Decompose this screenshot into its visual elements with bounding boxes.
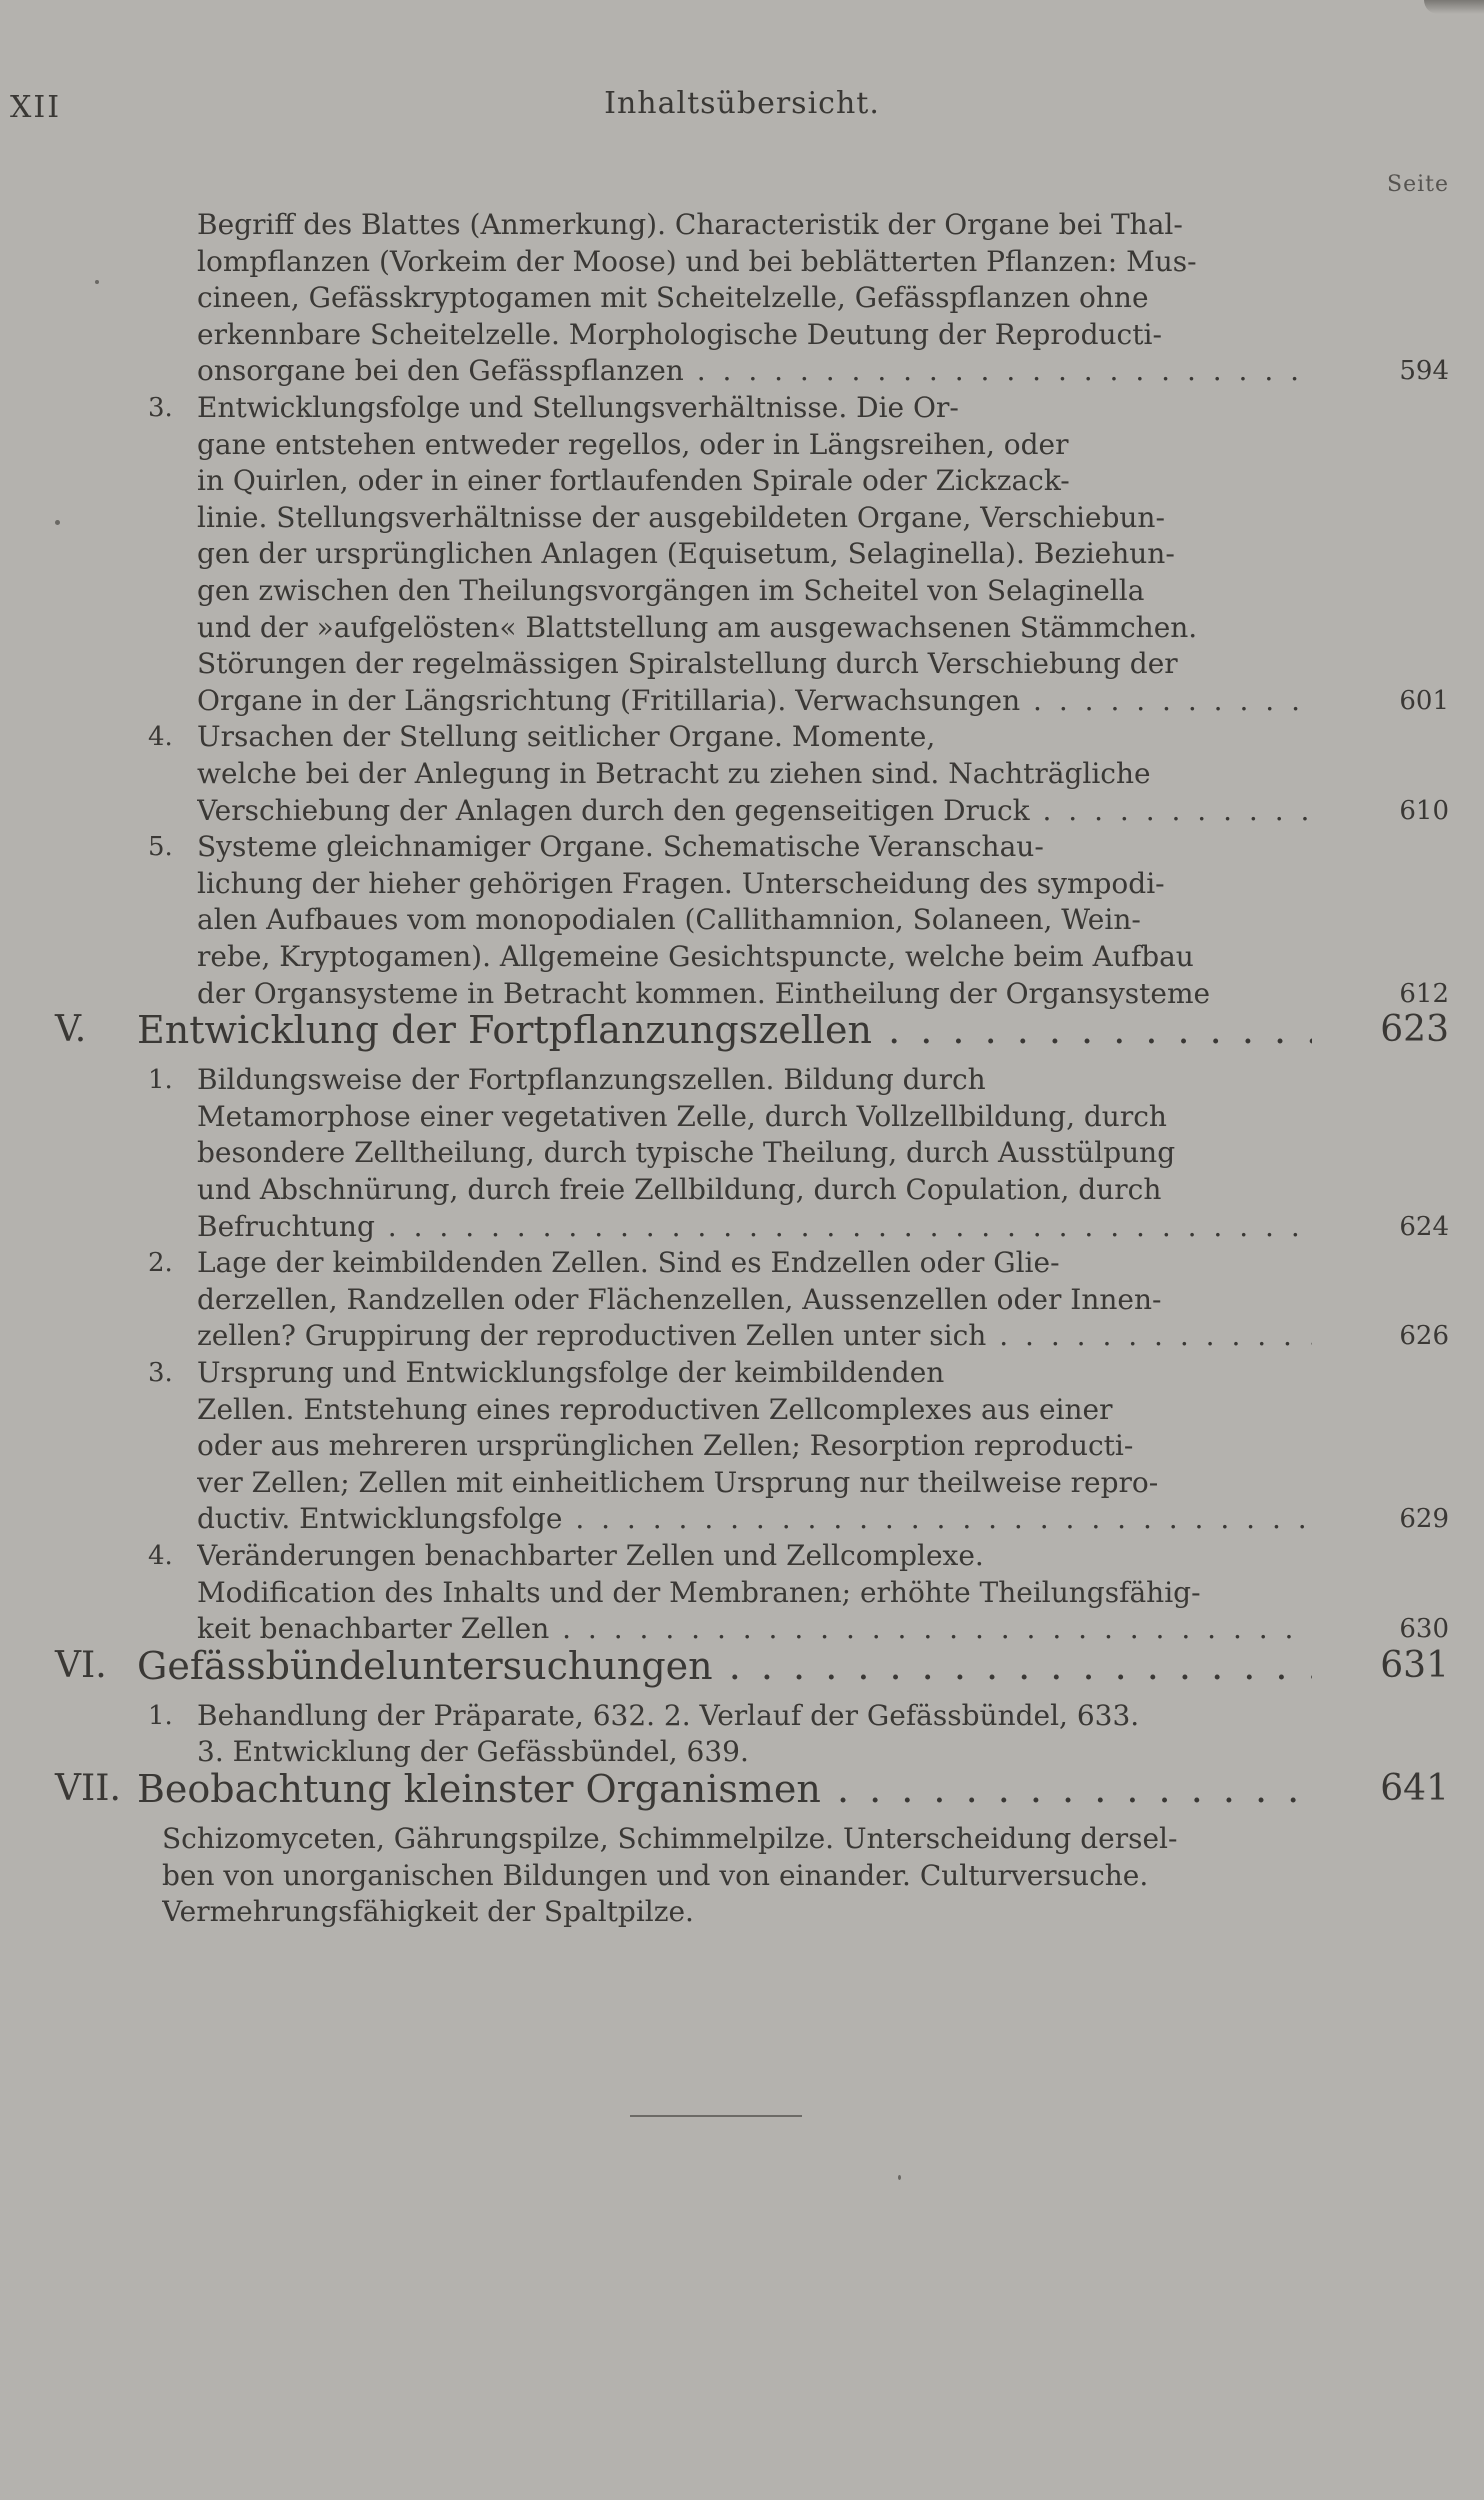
page-number: XII (10, 90, 62, 125)
entry-text: Störungen der regelmässigen Spiralstellung durch Verschiebung der (197, 647, 1178, 681)
entry-text: derzellen, Randzellen oder Flächenzellen, Aussenzellen oder Innen- (197, 1282, 1162, 1316)
toc-section (0, 1767, 1484, 1811)
entry-text: Ursachen der Stellung seitlicher Organe. Momente, (197, 720, 936, 754)
page-ref: 612 (1399, 978, 1449, 1009)
toc-line (0, 207, 1484, 243)
page-ref: 631 (1380, 1644, 1449, 1686)
entry-text: Ursprung und Entwicklungsfolge der keimbildenden (197, 1356, 945, 1389)
toc-line (0, 683, 1484, 719)
toc-line (0, 427, 1484, 463)
entry-text: oder aus mehreren ursprünglichen Zellen; Resorption reproducti- (197, 1429, 1134, 1463)
entry-text: Verschiebung der Anlagen durch den gegenseitigen Druck . . . (197, 793, 1312, 829)
paper-speck (55, 520, 60, 525)
toc-line (0, 1501, 1484, 1537)
toc-line (0, 1282, 1484, 1318)
entry-text: in Quirlen, oder in einer fortlaufenden Spirale oder Zickzack- (197, 464, 1070, 498)
page-ref: 594 (1399, 356, 1449, 387)
section-number: V. (55, 1009, 87, 1051)
entry-text: ver Zellen; Zellen mit einheitlichem Ursprung nur theilweise repro- (197, 1465, 1159, 1499)
toc-line (0, 280, 1484, 316)
entry-text: lompflanzen (Vorkeim der Moose) und bei beblätterten Pflanzen: Mus- (197, 244, 1197, 278)
page-ref: 629 (1399, 1504, 1449, 1535)
item-number: 1. (148, 1700, 173, 1731)
section-title: Entwicklung der Fortpflanzungszellen . . . (137, 1008, 1312, 1052)
entry-text: Entwicklungsfolge und Stellungsverhältnisse. Die Or- (197, 391, 959, 424)
entry-text: Systeme gleichnamiger Organe. Schematische Veranschau- (197, 830, 1044, 864)
entry-text: welche bei der Anlegung in Betracht zu ziehen sind. Nachträgliche (197, 757, 1151, 790)
toc-item (0, 390, 1484, 426)
entry-text: erkennbare Scheitelzelle. Morphologische Deutung der Reproducti- (197, 317, 1162, 351)
entry-text: Metamorphose einer vegetativen Zelle, durch Vollzellbildung, durch (197, 1099, 1167, 1133)
page-ref: 623 (1380, 1009, 1449, 1051)
page-ref: 626 (1399, 1321, 1449, 1352)
entry-text: cineen, Gefässkryptogamen mit Scheitelzelle, Gefässpflanzen ohne (197, 281, 1149, 315)
page-ref: 624 (1399, 1211, 1449, 1242)
page-corner-shadow (1424, 0, 1484, 14)
toc-line (0, 902, 1484, 938)
toc-section (0, 1008, 1484, 1052)
toc-line (0, 793, 1484, 829)
entry-text: ductiv. Entwicklungsfolge . . . (197, 1501, 1312, 1537)
toc-line (0, 1135, 1484, 1171)
entry-text: Modification des Inhalts und der Membranen; erhöhte Theilungsfähig- (197, 1575, 1201, 1609)
entry-text: alen Aufbaues vom monopodialen (Callithamnion, Solaneen, Wein- (197, 903, 1141, 937)
toc-line (0, 536, 1484, 572)
page-ref: 641 (1380, 1768, 1449, 1809)
section-number: VII. (55, 1768, 121, 1809)
entry-text: der Organsysteme in Betracht kommen. Eintheilung der Organsysteme (197, 976, 1211, 1010)
page-column-label: Seite (1387, 172, 1449, 197)
toc-line (0, 610, 1484, 646)
toc-line (0, 1611, 1484, 1647)
toc-line (0, 1858, 1484, 1894)
entry-text: keit benachbarter Zellen . . . (197, 1611, 1312, 1647)
toc-line (0, 1894, 1484, 1930)
toc-item (0, 1355, 1484, 1391)
paper-speck (95, 280, 99, 284)
entry-text: ben von unorganischen Bildungen und von einander. Culturversuche. (162, 1858, 1149, 1892)
page-ref: 630 (1399, 1614, 1449, 1645)
item-number: 5. (148, 832, 173, 863)
entry-text: lichung der hieher gehörigen Fragen. Unterscheidung des sympodi- (197, 866, 1165, 900)
toc-item (0, 1062, 1484, 1098)
toc-line (0, 939, 1484, 975)
entry-text: Befruchtung . . . (197, 1209, 1312, 1245)
section-title: Beobachtung kleinster Organismen . . . (137, 1767, 1312, 1811)
entry-text: und der »aufgelösten« Blattstellung am ausgewachsenen Stämmchen. (197, 610, 1198, 644)
entry-text: gane entstehen entweder regellos, oder in Längsreihen, oder (197, 427, 1069, 461)
toc-line (0, 1318, 1484, 1354)
toc-line (0, 646, 1484, 682)
entry-text: gen der ursprünglichen Anlagen (Equisetum, Selaginella). Beziehun- (197, 537, 1175, 571)
running-head: Inhaltsübersicht. (604, 86, 880, 121)
toc-item (0, 1698, 1484, 1734)
toc-item (0, 1245, 1484, 1281)
toc-line (0, 1465, 1484, 1501)
toc-line (0, 1734, 1484, 1770)
entry-text: Schizomyceten, Gährungspilze, Schimmelpilze. Unterscheidung dersel- (162, 1822, 1178, 1855)
toc-line (0, 976, 1484, 1012)
toc-item (0, 719, 1484, 755)
entry-text: rebe, Kryptogamen). Allgemeine Gesichtspuncte, welche beim Aufbau (197, 940, 1194, 973)
toc-section (0, 1644, 1484, 1688)
toc-line (0, 353, 1484, 389)
toc-line (0, 1209, 1484, 1245)
toc-line (0, 1821, 1484, 1857)
toc-line (0, 500, 1484, 536)
toc-line (0, 866, 1484, 902)
toc-line (0, 1428, 1484, 1464)
item-number: 3. (148, 1358, 173, 1388)
entry-text: Organe in der Längsrichtung (Fritillaria). Verwachsungen . . . (197, 683, 1312, 719)
entry-text: Behandlung der Präparate, 632. 2. Verlauf der Gefässbündel, 633. (197, 1698, 1140, 1732)
entry-text: 3. Entwicklung der Gefässbündel, 639. (197, 1735, 749, 1769)
toc-line (0, 317, 1484, 353)
item-number: 3. (148, 393, 173, 423)
paper-speck (898, 2175, 901, 2180)
toc-line (0, 463, 1484, 499)
entry-text: Lage der keimbildenden Zellen. Sind es Endzellen oder Glie- (197, 1246, 1060, 1280)
entry-text: linie. Stellungsverhältnisse der ausgebildeten Organe, Verschiebun- (197, 500, 1165, 534)
item-number: 4. (148, 722, 173, 753)
entry-text: und Abschnürung, durch freie Zellbildung, durch Copulation, durch (197, 1173, 1162, 1206)
toc-line (0, 756, 1484, 792)
page-ref: 610 (1399, 795, 1449, 826)
toc-line (0, 573, 1484, 609)
entry-text: onsorgane bei den Gefässpflanzen . . . (197, 353, 1312, 389)
toc-line (0, 1172, 1484, 1208)
item-number: 2. (148, 1248, 173, 1279)
item-number: 1. (148, 1065, 173, 1096)
section-title: Gefässbündeluntersuchungen . . . (137, 1644, 1312, 1688)
entry-text: Bildungsweise der Fortpflanzungszellen. Bildung durch (197, 1063, 986, 1097)
entry-text: gen zwischen den Theilungsvorgängen im Scheitel von Selaginella (197, 574, 1145, 607)
entry-text: Zellen. Entstehung eines reproductiven Zellcomplexes aus einer (197, 1392, 1113, 1426)
page-ref: 601 (1399, 685, 1449, 716)
end-rule (630, 2115, 802, 2117)
toc-line (0, 1392, 1484, 1428)
entry-text: zellen? Gruppirung der reproductiven Zellen unter sich . . . (197, 1318, 1312, 1354)
toc-item (0, 829, 1484, 865)
entry-text: Vermehrungsfähigkeit der Spaltpilze. (162, 1895, 694, 1929)
toc-item (0, 1538, 1484, 1574)
item-number: 4. (148, 1541, 173, 1571)
toc-line (0, 1099, 1484, 1135)
entry-text: Veränderungen benachbarter Zellen und Zellcomplexe. (197, 1539, 984, 1572)
toc-line (0, 1575, 1484, 1611)
toc-line (0, 244, 1484, 280)
entry-text: besondere Zelltheilung, durch typische Theilung, durch Ausstülpung (197, 1136, 1176, 1170)
section-number: VI. (55, 1644, 107, 1686)
entry-text: Begriff des Blattes (Anmerkung). Characteristik der Organe bei Thal- (197, 208, 1183, 241)
